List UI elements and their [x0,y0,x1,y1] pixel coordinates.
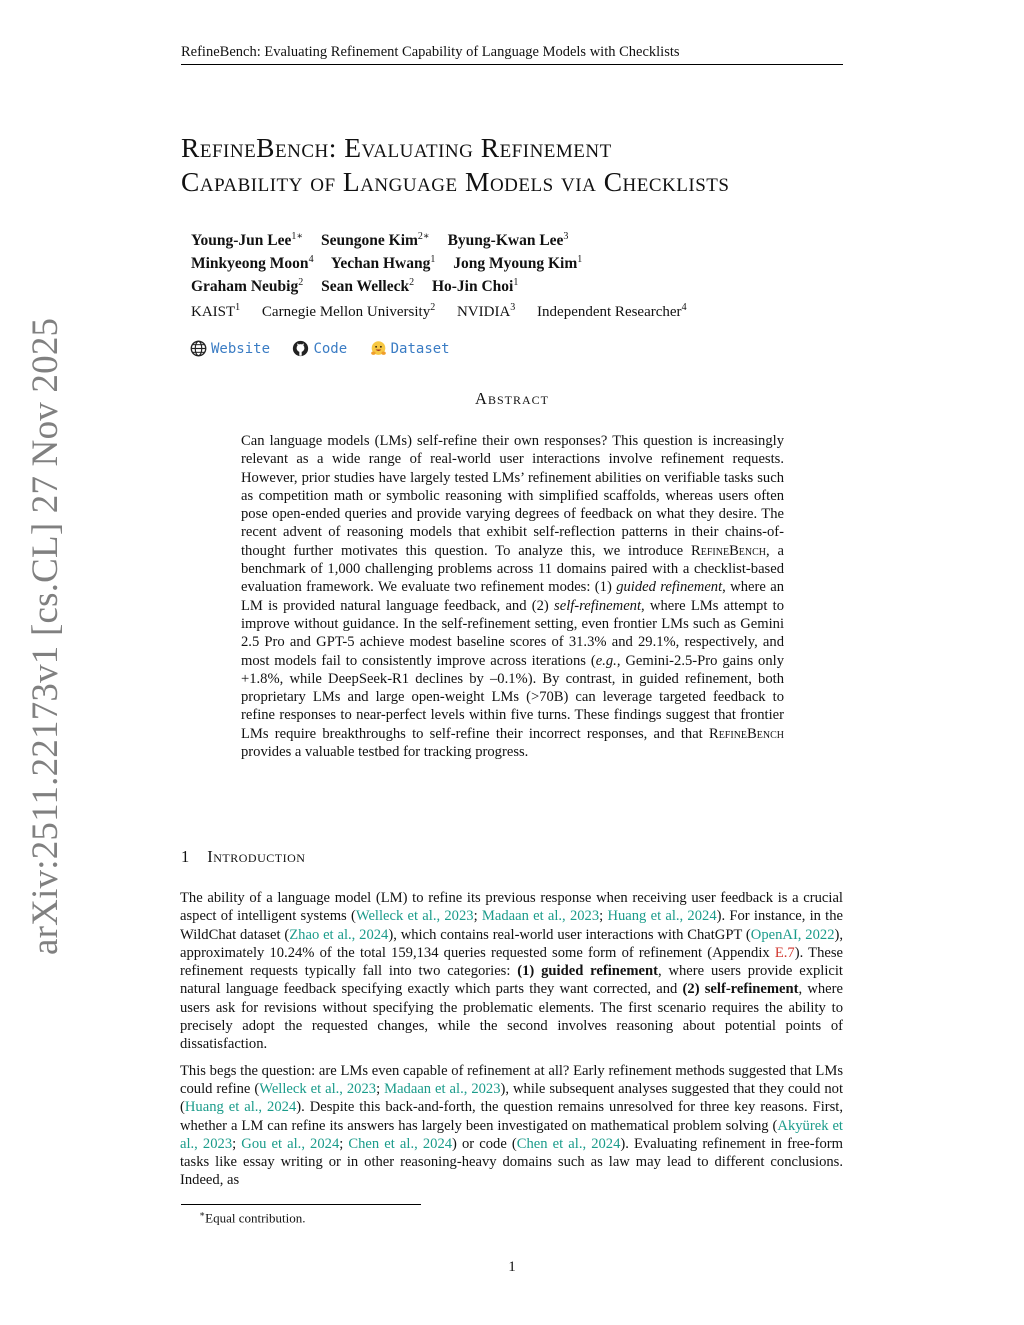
hugging-face-icon [370,340,387,357]
author: Seungone Kim$^{2∗}$ [321,231,430,250]
title-line-2: Capability of Language Models via Checklists [181,166,730,197]
citation-link[interactable]: Zhao et al., 2024 [289,926,389,943]
paper-title [181,131,861,199]
citation-link[interactable]: Welleck et al., 2023 [355,908,474,925]
citation-link[interactable]: Madaan et al., 2023 [384,1080,501,1097]
author: Ho-Jin Choi$^1$ [431,277,519,296]
abstract-body: Can language models (LMs) self-refine their own responses? This question is increasingly relevant as a wide range of real-world user interactions involve refinement requests. However, prior studies have largely tested LMs’ refinement abilities on verifiable tasks such as competition math or symbolic reasoning with simplified scaffolds, whereas users often pose open-ended queries and provide varying degrees of feedback on what they desire. The recent advent of reasoning models that exhibit self-reflection patterns in their chains-of-thought further motivates this question. To analyze this, we introduce RefineBench, a benchmark of 1,000 challenging problems across 11 domains paired with a checklist-based evaluation framework. We evaluate two refinement modes: (1) guided refinement, where an LM is provided natural language feedback, and (2) self-refinement, where LMs attempt to improve without guidance. In the self-refinement setting, even frontier LMs such as Gemini 2.5 Pro and GPT-5 achieve modest baseline scores of 31.3% and 29.1%, respectively, and most models fail to consistently improve across iterations (e.g., Gemini-2.5-Pro gains only +1.8%, while DeepSeek-R1 declines by –0.1%). By contrast, in guided refinement, both proprietary LMs and large open-weight LMs (>70B) can leverage targeted feedback to refine responses to near-perfect levels within five turns. These findings suggest that frontier LMs require breakthroughs to self-refine their incorrect responses, and that RefineBench provides a valuable testbed for tracking progress. [241,433,784,761]
citation-link[interactable]: Welleck et al., 2023 [259,1080,377,1097]
footnote-divider [181,1204,421,1205]
citation-link[interactable]: Akyürek et al., 2023 [180,1117,843,1152]
section-number: 1 [181,847,190,866]
paragraph: This begs the question: are LMs even capable of refinement at all? Early refinement methods suggested that LMs could refine (Welleck et al., 2023; Madaan et al., 2023), while subsequent analyses suggested that they could not (Huang et al., 2024). Despite this back-and-forth, the question remains unresolved for three key reasons. First, whether a LM can refine its answers has largely been investigated on mathematical problem solving (Akyürek et al., 2023; Gou et al., 2024; Chen et al., 2024) or code (Chen et al., 2024). Evaluating refinement in free-form tasks like essay writing or in other reasoning-heavy domains such as law may lead to different conclusions. Indeed, as [180,1062,844,1189]
affiliation: NVIDIA$^3$ [456,302,516,320]
benchmark-name: RefineBench [691,542,767,559]
dataset-link-label: Dataset [390,340,450,357]
affiliation: KAIST$^1$ [191,302,241,320]
code-link-label: Code [313,340,348,357]
resource-links [190,340,464,361]
author-row-1 [191,227,596,250]
website-link[interactable] [190,340,270,357]
author: Sean Welleck$^2$ [321,277,415,296]
citation-link[interactable]: Madaan et al., 2023 [481,908,600,925]
author: Byung-Kwan Lee$^3$ [447,231,569,250]
section-heading-introduction [181,847,305,867]
citation-link[interactable]: OpenAI, 2022 [750,926,835,943]
author: Graham Neubig$^2$ [191,277,304,296]
author: Young-Jun Lee$^{1∗}$ [191,231,304,250]
running-header: RefineBench: Evaluating Refinement Capability of Language Models with Checklists [181,44,843,65]
website-link-label: Website [211,340,271,357]
author: Jong Myoung Kim$^1$ [453,254,583,273]
author-row-3 [191,273,596,296]
arxiv-identifier[interactable]: arXiv:2511.22173v1 [cs.CL] 27 Nov 2025 [25,317,66,955]
globe-icon [190,340,207,357]
footnote: ∗Equal contribution. [199,1209,306,1226]
author: Minkyeong Moon$^4$ [191,254,314,273]
code-link[interactable] [292,340,347,357]
section-title: Introduction [207,847,306,866]
github-icon [292,340,309,357]
author-row-2 [191,250,596,273]
author-list [191,227,596,296]
author: Yechan Hwang$^1$ [330,254,436,273]
citation-link[interactable]: Huang et al., 2024 [607,908,717,925]
citation-link[interactable]: Huang et al., 2024 [184,1099,297,1116]
citation-link[interactable]: Gou et al., 2024 [241,1135,340,1152]
affiliation: Independent Researcher$^4$ [537,302,687,320]
benchmark-name: RefineBench [708,725,784,742]
affiliation: Carnegie Mellon University$^2$ [261,302,436,320]
dataset-link[interactable] [370,340,450,357]
paragraph: The ability of a language model (LM) to refine its previous response when receiving user feedback is a crucial aspect of intelligent systems (Welleck et al., 2023; Madaan et al., 2023; Huang et al., 2024). For instance, in the WildChat dataset (Zhao et al., 2024), which contains real-world user interactions with ChatGPT (OpenAI, 2022), approximately 10.24% of the total 159,134 queries requested some form of refinement (Appendix E.7). These refinement requests typically fall into two categories: (1) guided refinement, where users provide explicit natural language feedback specifying exactly which parts they want corrected, and (2) self-refinement, where users ask for revisions without specifying the problematic elements. The first scenario requires the ability to precisely adopt the requested changes, while the second involves reasoning about potential points of dissatisfaction. [180,890,844,1053]
citation-link[interactable]: Chen et al., 2024 [348,1135,453,1152]
citation-link[interactable]: Chen et al., 2024 [516,1135,621,1152]
introduction-body [180,889,843,1198]
title-line-1: RefineBench: Evaluating Refinement [181,132,612,163]
appendix-reference-link[interactable]: E.7 [774,944,795,961]
abstract-heading: Abstract [475,389,549,408]
page-number: 1 [508,1259,516,1275]
affiliations [191,302,705,321]
